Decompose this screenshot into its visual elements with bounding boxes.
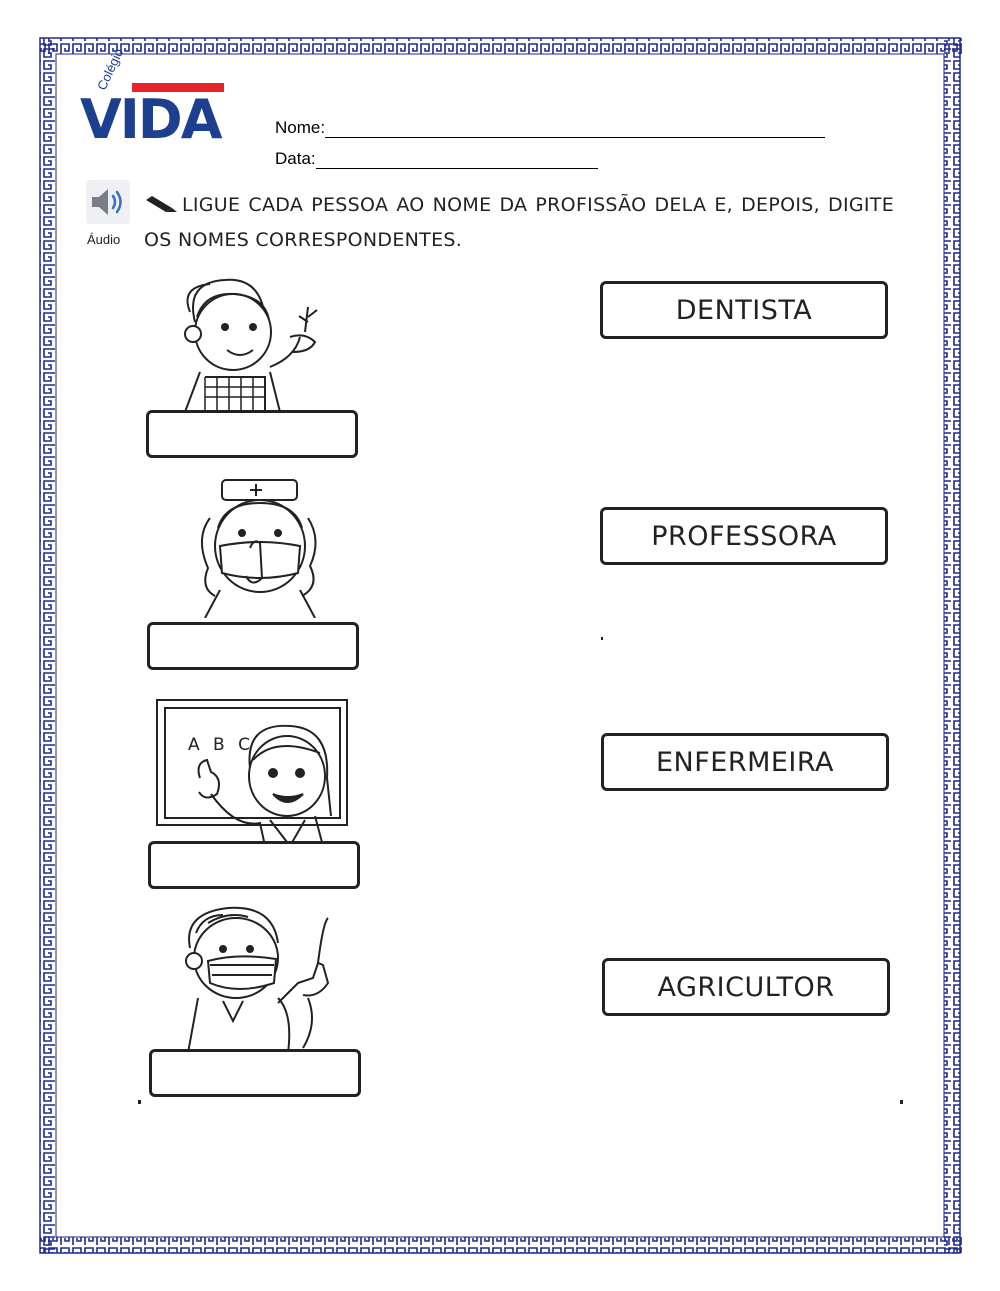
audio-button[interactable] [86, 180, 136, 250]
date-label: Data: [275, 149, 316, 168]
teacher-figure [155, 698, 355, 846]
logo-prefix: Colégio [94, 46, 127, 93]
instruction [144, 188, 894, 258]
logo-brand: VIDA [80, 88, 221, 151]
name-line[interactable] [325, 121, 825, 138]
audio-label: Áudio [87, 232, 121, 247]
answer-input-1[interactable] [146, 410, 358, 458]
profession-box-professora[interactable]: PROFESSORA [600, 507, 888, 565]
answer-input-4[interactable] [149, 1049, 361, 1097]
profession-box-dentista[interactable]: DENTISTA [600, 281, 888, 339]
dentist-figure [178, 903, 338, 1053]
corner-mark-right [900, 1100, 903, 1104]
date-field [275, 149, 598, 169]
nurse-figure [190, 478, 330, 618]
svg-text:A B C: A B C [188, 735, 254, 755]
farmer-child-figure [165, 272, 335, 412]
answer-input-3[interactable] [148, 841, 360, 889]
stray-mark [601, 637, 603, 640]
name-field [275, 118, 825, 138]
corner-mark-left [138, 1100, 141, 1104]
profession-box-agricultor[interactable]: AGRICULTOR [602, 958, 890, 1016]
name-label: Nome: [275, 118, 326, 137]
speaker-icon [86, 180, 130, 224]
date-line[interactable] [316, 152, 598, 169]
answer-input-2[interactable] [147, 622, 359, 670]
school-logo [76, 46, 226, 155]
pencil-icon [144, 194, 180, 214]
profession-box-enfermeira[interactable]: ENFERMEIRA [601, 733, 889, 791]
instruction-text: LIGUE CADA PESSOA AO NOME DA PROFISSÃO DELA E, DEPOIS, DIGITE OS NOMES CORRESPONDENTES. [144, 194, 894, 251]
